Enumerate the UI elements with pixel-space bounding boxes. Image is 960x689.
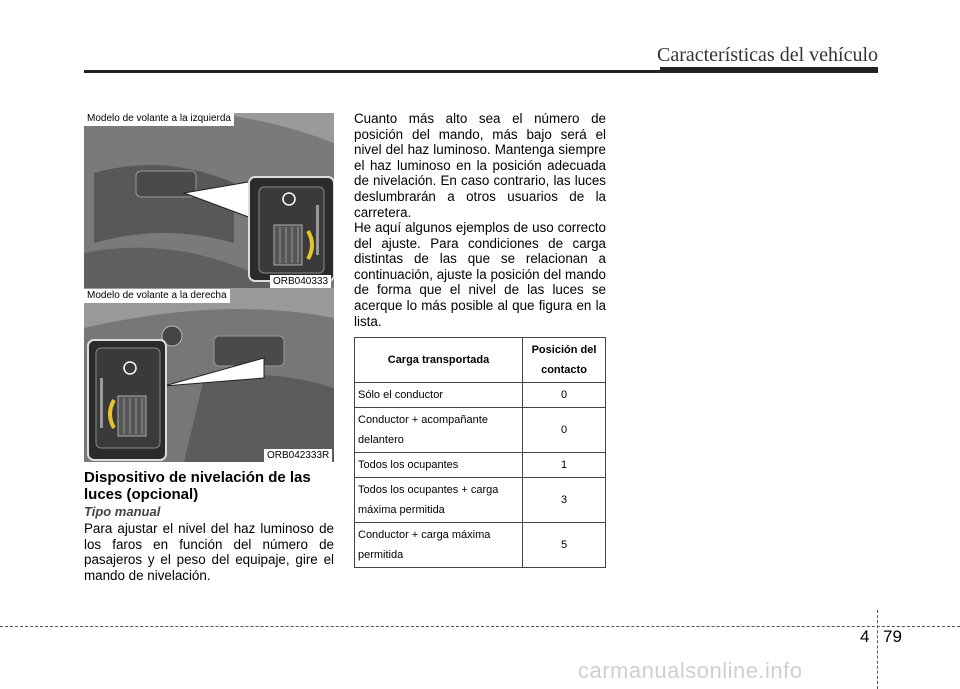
section-heading: Dispositivo de nivelación de las luces (opcional)	[84, 469, 311, 503]
figure-right-hand-drive	[84, 288, 334, 462]
table-header-cell: Carga transportada	[355, 338, 523, 383]
page-number: 79	[883, 627, 902, 646]
table-cell-load: Sólo el conductor	[355, 383, 523, 408]
load-table	[354, 337, 606, 568]
table-cell-load: Conductor + acompañante delantero	[355, 408, 523, 453]
table-cell-position: 3	[523, 478, 606, 523]
table-cell-position: 5	[523, 523, 606, 568]
chapter-number: 4	[860, 627, 870, 646]
table-cell-position: 0	[523, 383, 606, 408]
table-row	[355, 408, 606, 453]
table-cell-position: 0	[523, 408, 606, 453]
page-header-title: Características del vehículo	[656, 44, 878, 66]
table-header-row	[355, 338, 606, 383]
paragraph-1: Cuanto más alto sea el número de posición del mando, más bajo será el nivel del haz luminoso. Mantenga siempre el haz luminoso en la posición adecuada de nivelación. En caso contrario, las luces deslumbrarán a otros usuarios de la carretera.	[354, 111, 606, 220]
figure-code: ORB042333R	[264, 449, 332, 463]
watermark: carmanualsonline.info	[578, 658, 803, 683]
paragraph-2: He aquí algunos ejemplos de uso correcto del ajuste. Para condiciones de carga distintas de las que se relacionan a continuación, ajuste la posición del mando de forma que el nivel de las luces se acerque lo más posible al que figura en la lista.	[354, 220, 606, 329]
table-row	[355, 523, 606, 568]
table-row	[355, 383, 606, 408]
table-row	[355, 453, 606, 478]
table-header-cell: Posición del contacto	[523, 338, 606, 383]
table-cell-load: Todos los ocupantes + carga máxima permitida	[355, 478, 523, 523]
figure-caption: Modelo de volante a la izquierda	[84, 112, 234, 126]
section-subheading: Tipo manual	[84, 504, 161, 519]
table-cell-load: Conductor + carga máxima permitida	[355, 523, 523, 568]
figure-left-hand-drive	[84, 113, 334, 288]
header-rule-accent	[660, 67, 878, 73]
intro-paragraph: Para ajustar el nivel del haz luminoso de los faros en función del número de pasajeros y el peso del equipaje, gire el mando de nivelación.	[84, 521, 334, 583]
footer-divider	[877, 610, 878, 689]
figure-caption: Modelo de volante a la derecha	[84, 289, 230, 303]
table-cell-load: Todos los ocupantes	[355, 453, 523, 478]
table-row	[355, 478, 606, 523]
footer-rule	[0, 626, 960, 627]
table-cell-position: 1	[523, 453, 606, 478]
figure-code: ORB040333	[270, 275, 331, 289]
